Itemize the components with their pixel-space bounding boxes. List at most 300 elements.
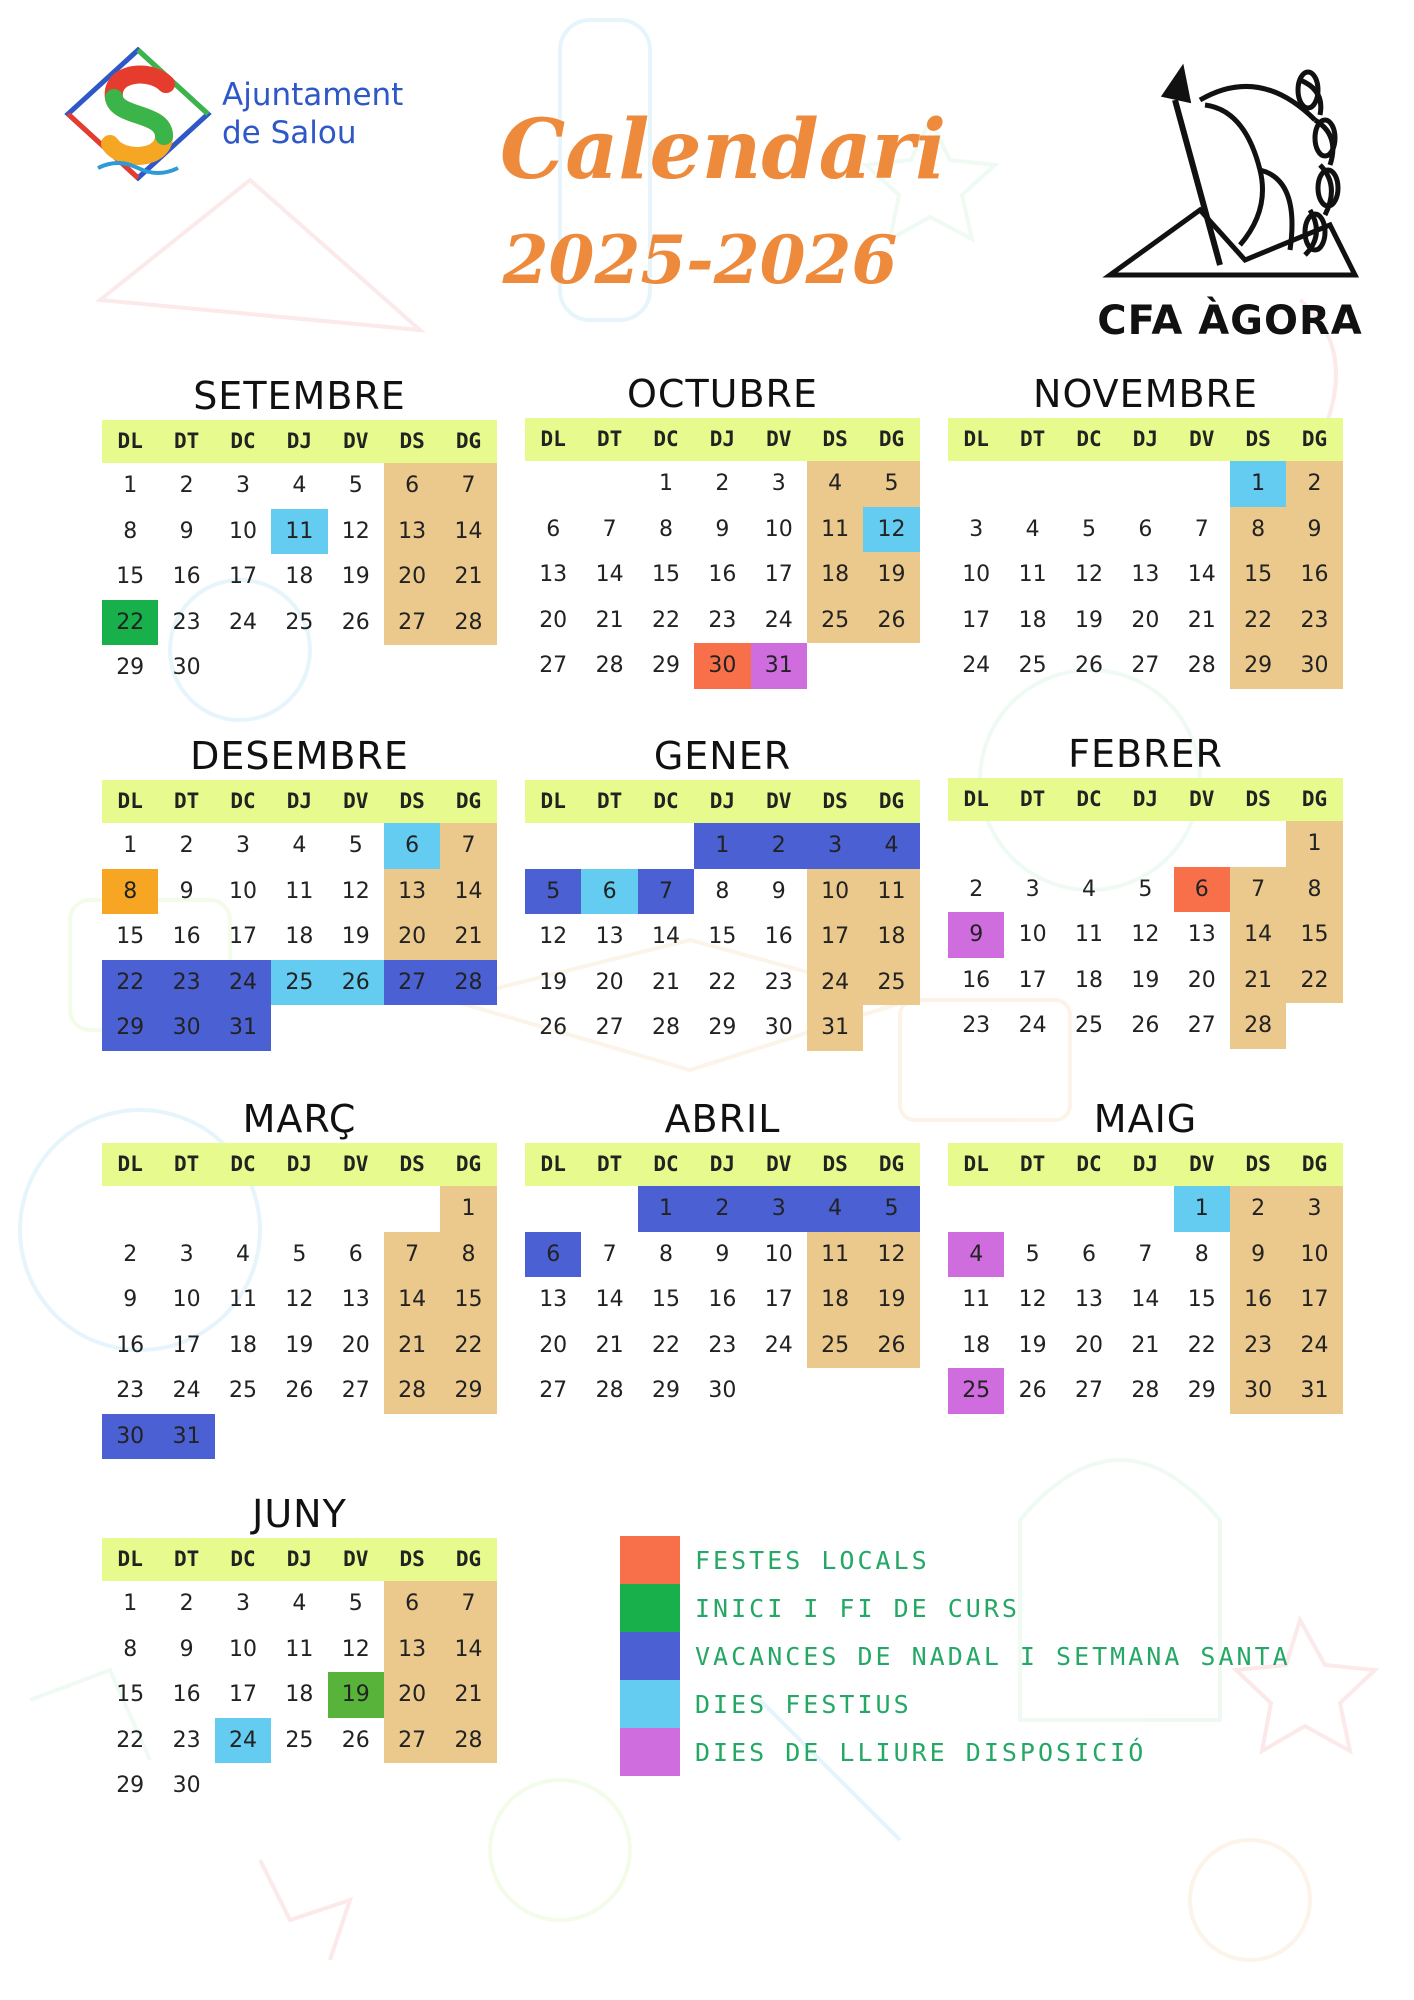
calendar-day: 18 [285, 1682, 314, 1707]
calendar-day: 4 [807, 461, 863, 507]
calendar-day: 5 [348, 833, 363, 858]
weekday-label: DT [596, 789, 623, 813]
calendar-day: 12 [863, 507, 919, 553]
empty-day [215, 1186, 271, 1232]
calendar-day: 28 [440, 600, 496, 646]
calendar-day: 2 [179, 833, 194, 858]
calendar-day: 30 [172, 1773, 201, 1798]
weekday-label: DS [822, 789, 848, 813]
month-juny [102, 1492, 497, 1809]
legend-item [620, 1632, 1320, 1680]
calendar-day: 22 [102, 960, 158, 1006]
month-days-grid [102, 1186, 497, 1459]
calendar-day: 2 [694, 1186, 750, 1232]
calendar-day: 22 [651, 1332, 680, 1358]
calendar-day: 24 [1286, 1323, 1342, 1369]
calendar-day: 7 [1138, 1241, 1153, 1267]
calendar-day: 6 [1174, 867, 1230, 913]
calendar-day: 16 [172, 924, 201, 949]
weekday-label: DC [653, 427, 679, 451]
calendar-day: 23 [764, 969, 793, 995]
calendar-day: 22 [1286, 958, 1342, 1004]
calendar-day: 16 [962, 967, 991, 993]
calendar-day: 8 [658, 516, 673, 542]
calendar-day: 1 [1174, 1186, 1230, 1232]
weekday-label: DS [1245, 1152, 1271, 1176]
month-octubre [525, 372, 920, 689]
legend-label: VACANCES DE NADAL I SETMANA SANTA [695, 1641, 1291, 1671]
calendar-day: 25 [948, 1368, 1004, 1414]
calendar-day: 4 [292, 833, 307, 858]
calendar-day: 3 [771, 471, 786, 496]
calendar-day: 29 [440, 1368, 496, 1414]
weekday-label: DJ [286, 1547, 313, 1571]
calendar-day: 10 [228, 1636, 257, 1662]
weekday-label: DT [173, 1547, 200, 1571]
calendar-day: 13 [539, 562, 568, 587]
empty-day [1004, 461, 1060, 507]
calendar-day: 14 [1230, 912, 1286, 958]
calendar-day: 8 [440, 1232, 496, 1278]
weekday-label: DJ [1132, 787, 1159, 811]
calendar-day: 18 [285, 564, 314, 589]
calendar-day: 10 [228, 878, 257, 904]
legend-item [620, 1536, 1320, 1584]
calendar-day: 14 [595, 1287, 624, 1312]
calendar-day: 5 [1025, 1241, 1040, 1267]
calendar-day: 16 [1286, 552, 1342, 598]
calendar-day: 15 [1230, 552, 1286, 598]
calendar-day: 20 [384, 1672, 440, 1718]
month-days-grid [102, 823, 497, 1051]
calendar-day: 7 [440, 463, 496, 509]
weekday-label: DT [1019, 787, 1046, 811]
weekday-label: DG [1301, 427, 1328, 451]
calendar-day: 27 [384, 1718, 440, 1764]
empty-day [1174, 821, 1230, 867]
calendar-day: 13 [1187, 922, 1216, 947]
weekday-label: DG [455, 1547, 482, 1571]
calendar-day: 19 [539, 969, 568, 995]
calendar-day: 11 [285, 878, 314, 904]
calendar-day: 15 [651, 1287, 680, 1312]
calendar-day: 17 [1286, 1277, 1342, 1323]
weekday-label: DC [230, 429, 256, 453]
calendar-day: 19 [341, 924, 370, 949]
calendar-day: 30 [694, 643, 750, 689]
weekday-label: DC [230, 1152, 256, 1176]
calendar-day: 5 [1081, 516, 1096, 542]
calendar-day: 1 [123, 1591, 138, 1616]
calendar-day: 9 [179, 1636, 194, 1662]
calendar-day: 16 [764, 924, 793, 949]
calendar-day: 8 [102, 869, 158, 915]
calendar-day: 5 [1138, 876, 1153, 902]
calendar-day: 9 [179, 878, 194, 904]
weekday-label: DV [766, 427, 792, 451]
calendar-day: 4 [948, 1232, 1004, 1278]
calendar-day: 8 [1286, 867, 1342, 913]
weekday-label: DV [343, 1152, 369, 1176]
month-title: MARÇ [242, 1097, 357, 1141]
calendar-day: 14 [595, 562, 624, 587]
weekday-header [948, 1143, 1343, 1186]
empty-day [158, 1186, 214, 1232]
weekday-label: DL [117, 1152, 143, 1176]
weekday-label: DS [1245, 787, 1271, 811]
empty-day [1230, 821, 1286, 867]
month-desembre [102, 734, 497, 1051]
month-title: MAIG [1093, 1097, 1198, 1141]
empty-day [328, 1186, 384, 1232]
legend-swatch [620, 1536, 680, 1584]
empty-day [1004, 821, 1060, 867]
calendar-day: 21 [595, 607, 624, 633]
calendar-day: 30 [764, 1015, 793, 1040]
calendar-day: 29 [651, 653, 680, 678]
month-title: GENER [653, 734, 792, 778]
calendar-day: 27 [1187, 1013, 1216, 1038]
calendar-day: 8 [123, 518, 138, 544]
legend-item [620, 1584, 1320, 1632]
calendar-day: 9 [715, 1241, 730, 1267]
calendar-day: 19 [863, 552, 919, 598]
calendar-day: 30 [1286, 643, 1342, 689]
calendar-day: 6 [525, 1232, 581, 1278]
calendar-day: 18 [228, 1332, 257, 1358]
calendar-day: 12 [285, 1287, 314, 1312]
calendar-day: 10 [172, 1287, 201, 1312]
calendar-day: 9 [948, 912, 1004, 958]
calendar-day: 8 [123, 1636, 138, 1662]
calendar-day: 29 [1230, 643, 1286, 689]
weekday-label: DL [540, 427, 566, 451]
calendar-day: 24 [215, 1718, 271, 1764]
calendar-day: 31 [807, 1005, 863, 1051]
calendar-day: 21 [440, 914, 496, 960]
calendar-day: 12 [863, 1232, 919, 1278]
calendar-day: 18 [285, 924, 314, 949]
calendar-day: 22 [1187, 1332, 1216, 1358]
calendar-day: 2 [1286, 461, 1342, 507]
legend-swatch [620, 1680, 680, 1728]
calendar-day: 27 [384, 600, 440, 646]
cfa-agora-logo [1070, 60, 1370, 295]
calendar-day: 17 [764, 562, 793, 587]
calendar-day: 28 [440, 1718, 496, 1764]
calendar-day: 14 [1187, 562, 1216, 587]
month-setembre [102, 374, 497, 691]
calendar-day: 15 [651, 562, 680, 587]
calendar-day: 4 [1025, 516, 1040, 542]
weekday-label: DL [963, 787, 989, 811]
weekday-header [102, 420, 497, 463]
legend-label: FESTES LOCALS [695, 1545, 930, 1575]
weekday-header [948, 418, 1343, 461]
calendar-day: 9 [123, 1287, 138, 1312]
calendar-day: 3 [969, 516, 984, 542]
calendar-day: 25 [285, 1727, 314, 1753]
month-days-grid [948, 461, 1343, 689]
month-maig [948, 1097, 1343, 1414]
calendar-day: 28 [1230, 1003, 1286, 1049]
calendar-day: 14 [384, 1277, 440, 1323]
calendar-day: 12 [341, 878, 370, 904]
calendar-day: 16 [1230, 1277, 1286, 1323]
weekday-label: DL [117, 429, 143, 453]
calendar-day: 8 [658, 1241, 673, 1267]
weekday-label: DL [117, 1547, 143, 1571]
calendar-day: 8 [1230, 507, 1286, 553]
calendar-day: 16 [708, 562, 737, 587]
weekday-label: DS [399, 789, 425, 813]
weekday-label: DS [399, 1152, 425, 1176]
weekday-label: DL [117, 789, 143, 813]
calendar-day: 5 [863, 1186, 919, 1232]
weekday-label: DJ [709, 1152, 736, 1176]
calendar-day: 17 [228, 924, 257, 949]
org-name-line1: Ajuntament [222, 77, 404, 113]
month-days-grid [102, 1581, 497, 1809]
weekday-label: DV [1189, 1152, 1215, 1176]
weekday-label: DS [822, 427, 848, 451]
calendar-day: 27 [539, 1378, 568, 1403]
calendar-day: 7 [638, 869, 694, 915]
calendar-day: 13 [341, 1287, 370, 1312]
calendar-day: 25 [285, 609, 314, 635]
calendar-day: 30 [158, 1005, 214, 1051]
calendar-day: 9 [771, 878, 786, 904]
calendar-day: 7 [384, 1232, 440, 1278]
empty-day [525, 461, 581, 507]
calendar-day: 15 [440, 1277, 496, 1323]
weekday-label: DL [540, 789, 566, 813]
calendar-day: 17 [807, 914, 863, 960]
calendar-day: 3 [1286, 1186, 1342, 1232]
calendar-day: 1 [638, 1186, 694, 1232]
calendar-day: 24 [1018, 1013, 1047, 1038]
school-name: CFA ÀGORA [1097, 298, 1363, 344]
calendar-day: 7 [602, 516, 617, 542]
calendar-day: 11 [285, 1636, 314, 1662]
weekday-label: DV [766, 789, 792, 813]
calendar-day: 25 [1018, 653, 1047, 678]
calendar-day: 11 [807, 1232, 863, 1278]
calendar-day: 20 [539, 1332, 568, 1358]
calendar-day: 2 [123, 1241, 138, 1267]
calendar-day: 12 [341, 1636, 370, 1662]
empty-day [1061, 821, 1117, 867]
month-gener [525, 734, 920, 1051]
calendar-day: 10 [807, 869, 863, 915]
weekday-label: DS [399, 1547, 425, 1571]
calendar-day: 24 [172, 1378, 201, 1403]
calendar-day: 28 [384, 1368, 440, 1414]
calendar-day: 2 [1230, 1186, 1286, 1232]
weekday-label: DG [878, 789, 905, 813]
legend [620, 1536, 1320, 1776]
calendar-day: 3 [179, 1241, 194, 1267]
calendar-day: 14 [440, 1627, 496, 1673]
calendar-day: 11 [1018, 562, 1047, 587]
calendar-day: 18 [1074, 967, 1103, 993]
weekday-label: DT [173, 1152, 200, 1176]
empty-day [1004, 1186, 1060, 1232]
empty-day [581, 823, 637, 869]
calendar-day: 4 [292, 1591, 307, 1616]
weekday-label: DJ [286, 789, 313, 813]
calendar-day: 9 [179, 518, 194, 544]
calendar-day: 26 [539, 1015, 568, 1040]
calendar-day: 1 [123, 473, 138, 498]
calendar-day: 21 [651, 969, 680, 995]
legend-item [620, 1728, 1320, 1776]
empty-day [948, 821, 1004, 867]
calendar-day: 17 [962, 607, 991, 633]
calendar-day: 12 [1018, 1287, 1047, 1312]
org-name-line2: de Salou [222, 115, 357, 151]
weekday-label: DG [455, 1152, 482, 1176]
weekday-label: DJ [709, 789, 736, 813]
calendar-day: 26 [863, 1323, 919, 1369]
calendar-day: 23 [172, 1727, 201, 1753]
calendar-day: 28 [1187, 653, 1216, 678]
empty-day [1117, 821, 1173, 867]
month-title: FEBRER [1068, 732, 1223, 776]
month-abril [525, 1097, 920, 1414]
weekday-label: DC [653, 1152, 679, 1176]
empty-day [581, 461, 637, 507]
month-title: JUNY [252, 1492, 347, 1536]
month-title: NOVEMBRE [1033, 372, 1258, 416]
calendar-day: 13 [384, 509, 440, 555]
calendar-day: 20 [1074, 1332, 1103, 1358]
calendar-day: 27 [384, 960, 440, 1006]
calendar-day: 11 [1074, 922, 1103, 947]
calendar-day: 15 [1187, 1287, 1216, 1312]
calendar-day: 13 [595, 924, 624, 949]
calendar-day: 10 [764, 516, 793, 542]
calendar-day: 29 [1187, 1378, 1216, 1403]
month-days-grid [948, 1186, 1343, 1414]
calendar-day: 4 [292, 473, 307, 498]
calendar-day: 7 [1194, 516, 1209, 542]
calendar-day: 31 [215, 1005, 271, 1051]
empty-day [638, 823, 694, 869]
calendar-day: 24 [807, 960, 863, 1006]
calendar-day: 21 [1230, 958, 1286, 1004]
calendar-day: 22 [708, 969, 737, 995]
calendar-day: 3 [235, 473, 250, 498]
calendar-day: 14 [1131, 1287, 1160, 1312]
calendar-day: 7 [440, 1581, 496, 1627]
calendar-day: 6 [1081, 1241, 1096, 1267]
calendar-day: 12 [341, 518, 370, 544]
weekday-label: DJ [1132, 427, 1159, 451]
calendar-day: 4 [235, 1241, 250, 1267]
calendar-day: 3 [235, 1591, 250, 1616]
calendar-day: 7 [440, 823, 496, 869]
calendar-day: 15 [116, 924, 145, 949]
empty-day [525, 823, 581, 869]
calendar-day: 5 [863, 461, 919, 507]
empty-day [948, 1186, 1004, 1232]
month-title: ABRIL [664, 1097, 781, 1141]
calendar-day: 23 [158, 960, 214, 1006]
calendar-day: 4 [1081, 876, 1096, 902]
month-days-grid [948, 821, 1343, 1049]
calendar-day: 26 [1074, 653, 1103, 678]
weekday-label: DV [343, 429, 369, 453]
calendar-day: 6 [348, 1241, 363, 1267]
legend-swatch [620, 1584, 680, 1632]
calendar-day: 18 [962, 1332, 991, 1358]
calendar-day: 25 [863, 960, 919, 1006]
calendar-day: 28 [595, 1378, 624, 1403]
calendar-day: 29 [116, 655, 145, 680]
weekday-label: DV [1189, 787, 1215, 811]
calendar-day: 14 [440, 869, 496, 915]
calendar-day: 2 [715, 471, 730, 496]
calendar-day: 24 [215, 960, 271, 1006]
calendar-day: 22 [440, 1323, 496, 1369]
calendar-day: 19 [341, 564, 370, 589]
weekday-label: DG [878, 427, 905, 451]
calendar-day: 15 [116, 564, 145, 589]
calendar-day: 23 [962, 1013, 991, 1038]
calendar-day: 1 [694, 823, 750, 869]
calendar-day: 13 [539, 1287, 568, 1312]
calendar-day: 18 [1018, 607, 1047, 633]
calendar-day: 2 [179, 1591, 194, 1616]
calendar-day: 20 [341, 1332, 370, 1358]
legend-item [620, 1680, 1320, 1728]
calendar-day: 1 [658, 471, 673, 496]
calendar-day: 2 [751, 823, 807, 869]
weekday-label: DG [455, 429, 482, 453]
calendar-day: 13 [384, 869, 440, 915]
empty-day [1061, 1186, 1117, 1232]
weekday-label: DC [230, 789, 256, 813]
weekday-label: DG [878, 1152, 905, 1176]
calendar-day: 12 [1074, 562, 1103, 587]
calendar-day: 19 [1018, 1332, 1047, 1358]
weekday-label: DT [173, 789, 200, 813]
calendar-day: 6 [581, 869, 637, 915]
calendar-day: 12 [1131, 922, 1160, 947]
weekday-label: DS [399, 429, 425, 453]
calendar-day: 2 [969, 876, 984, 902]
calendar-day: 18 [807, 552, 863, 598]
calendar-day: 13 [1074, 1287, 1103, 1312]
calendar-day: 27 [1074, 1378, 1103, 1403]
calendar-day: 17 [172, 1332, 201, 1358]
calendar-day: 3 [235, 833, 250, 858]
calendar-title: Calendari [500, 102, 947, 198]
calendar-day: 11 [228, 1287, 257, 1312]
calendar-day: 24 [228, 609, 257, 635]
calendar-day: 19 [328, 1672, 384, 1718]
calendar-day: 10 [764, 1241, 793, 1267]
calendar-day: 25 [807, 1323, 863, 1369]
legend-label: DIES DE LLIURE DISPOSICIÓ [695, 1737, 1147, 1767]
weekday-label: DJ [286, 1152, 313, 1176]
empty-day [102, 1186, 158, 1232]
calendar-day: 1 [123, 833, 138, 858]
calendar-day: 2 [179, 473, 194, 498]
calendar-day: 25 [228, 1378, 257, 1403]
weekday-label: DS [822, 1152, 848, 1176]
